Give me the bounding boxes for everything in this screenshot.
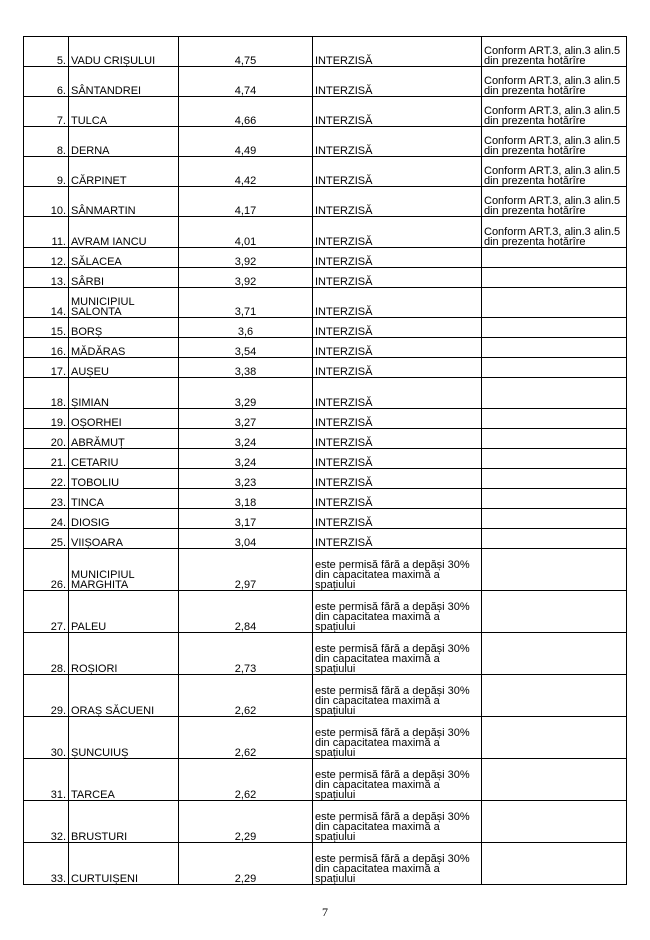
legal-note: Conform ART.3, alin.3 alin.5 din prezenta hotărîre [482, 127, 627, 157]
table-row [24, 217, 627, 248]
incidence-rate: 2,62 [179, 717, 313, 759]
activity-status: INTERZISĂ [313, 67, 482, 97]
activity-status: INTERZISĂ [313, 529, 482, 549]
locality-name: TARCEA [69, 759, 179, 801]
activity-status: INTERZISĂ [313, 469, 482, 489]
activity-status: INTERZISĂ [313, 358, 482, 378]
row-number: 31. [24, 759, 69, 801]
locality-name: DIOSIG [69, 509, 179, 529]
localities-table [23, 36, 627, 885]
legal-note [482, 529, 627, 549]
row-number: 13. [24, 268, 69, 288]
activity-status: INTERZISĂ [313, 37, 482, 67]
row-number: 17. [24, 358, 69, 378]
legal-note [482, 843, 627, 885]
activity-status: INTERZISĂ [313, 217, 482, 248]
legal-note [482, 549, 627, 591]
incidence-rate: 3,17 [179, 509, 313, 529]
row-number: 22. [24, 469, 69, 489]
table-row [24, 591, 627, 633]
incidence-rate: 4,49 [179, 127, 313, 157]
activity-status: este permisă fără a depăși 30% din capacitatea maximă a spațiului [313, 549, 482, 591]
locality-name: AVRAM IANCU [69, 217, 179, 248]
table-row [24, 97, 627, 127]
activity-status: INTERZISĂ [313, 157, 482, 187]
row-number: 16. [24, 338, 69, 358]
activity-status: INTERZISĂ [313, 187, 482, 217]
row-number: 27. [24, 591, 69, 633]
legal-note [482, 429, 627, 449]
activity-status: este permisă fără a depăși 30% din capacitatea maximă a spațiului [313, 801, 482, 843]
row-number: 20. [24, 429, 69, 449]
activity-status: INTERZISĂ [313, 288, 482, 318]
row-number: 11. [24, 217, 69, 248]
table-row [24, 248, 627, 268]
incidence-rate: 3,24 [179, 429, 313, 449]
locality-name: BRUSTURI [69, 801, 179, 843]
incidence-rate: 3,18 [179, 489, 313, 509]
activity-status: INTERZISĂ [313, 318, 482, 338]
incidence-rate: 3,23 [179, 469, 313, 489]
legal-note [482, 288, 627, 318]
activity-status: INTERZISĂ [313, 409, 482, 429]
locality-name: CURTUIȘENI [69, 843, 179, 885]
locality-name: CETARIU [69, 449, 179, 469]
legal-note [482, 801, 627, 843]
activity-status: INTERZISĂ [313, 248, 482, 268]
row-number: 26. [24, 549, 69, 591]
incidence-rate: 3,04 [179, 529, 313, 549]
table-row [24, 358, 627, 378]
locality-name: PALEU [69, 591, 179, 633]
legal-note: Conform ART.3, alin.3 alin.5 din prezenta hotărîre [482, 67, 627, 97]
locality-name: MUNICIPIUL MARGHITA [69, 549, 179, 591]
page-number: 7 [322, 905, 328, 919]
locality-name: DERNA [69, 127, 179, 157]
locality-name: TOBOLIU [69, 469, 179, 489]
incidence-rate: 2,62 [179, 759, 313, 801]
legal-note [482, 759, 627, 801]
row-number: 19. [24, 409, 69, 429]
legal-note [482, 449, 627, 469]
incidence-rate: 4,74 [179, 67, 313, 97]
incidence-rate: 2,73 [179, 633, 313, 675]
incidence-rate: 4,42 [179, 157, 313, 187]
row-number: 21. [24, 449, 69, 469]
table-row [24, 67, 627, 97]
table-row [24, 843, 627, 885]
activity-status: INTERZISĂ [313, 268, 482, 288]
table-row [24, 288, 627, 318]
table-row [24, 429, 627, 449]
row-number: 23. [24, 489, 69, 509]
incidence-rate: 3,92 [179, 248, 313, 268]
row-number: 7. [24, 97, 69, 127]
legal-note [482, 378, 627, 409]
legal-note [482, 409, 627, 429]
locality-name: SÂRBI [69, 268, 179, 288]
incidence-rate: 2,29 [179, 801, 313, 843]
legal-note [482, 338, 627, 358]
legal-note [482, 358, 627, 378]
locality-name: VADU CRIȘULUI [69, 37, 179, 67]
row-number: 33. [24, 843, 69, 885]
activity-status: este permisă fără a depăși 30% din capacitatea maximă a spațiului [313, 717, 482, 759]
activity-status: INTERZISĂ [313, 489, 482, 509]
legal-note [482, 509, 627, 529]
incidence-rate: 3,38 [179, 358, 313, 378]
table-row [24, 318, 627, 338]
table-row [24, 469, 627, 489]
legal-note: Conform ART.3, alin.3 alin.5 din prezenta hotărîre [482, 157, 627, 187]
legal-note: Conform ART.3, alin.3 alin.5 din prezenta hotărîre [482, 187, 627, 217]
legal-note [482, 489, 627, 509]
table-row [24, 378, 627, 409]
legal-note [482, 469, 627, 489]
locality-name: ORAȘ SĂCUENI [69, 675, 179, 717]
legal-note: Conform ART.3, alin.3 alin.5 din prezenta hotărîre [482, 217, 627, 248]
incidence-rate: 2,62 [179, 675, 313, 717]
locality-name: TINCA [69, 489, 179, 509]
locality-name: ȘUNCUIUȘ [69, 717, 179, 759]
incidence-rate: 3,54 [179, 338, 313, 358]
row-number: 32. [24, 801, 69, 843]
legal-note: Conform ART.3, alin.3 alin.5 din prezenta hotărîre [482, 37, 627, 67]
table-row [24, 801, 627, 843]
legal-note [482, 591, 627, 633]
activity-status: INTERZISĂ [313, 449, 482, 469]
locality-name: VIIȘOARA [69, 529, 179, 549]
row-number: 15. [24, 318, 69, 338]
row-number: 25. [24, 529, 69, 549]
activity-status: INTERZISĂ [313, 97, 482, 127]
incidence-rate: 2,29 [179, 843, 313, 885]
activity-status: este permisă fără a depăși 30% din capacitatea maximă a spațiului [313, 633, 482, 675]
table-row [24, 633, 627, 675]
locality-name: ROȘIORI [69, 633, 179, 675]
row-number: 24. [24, 509, 69, 529]
locality-name: BORȘ [69, 318, 179, 338]
table-row [24, 759, 627, 801]
activity-status: INTERZISĂ [313, 338, 482, 358]
table-row [24, 268, 627, 288]
row-number: 9. [24, 157, 69, 187]
table-row [24, 187, 627, 217]
table-row [24, 717, 627, 759]
incidence-rate: 2,97 [179, 549, 313, 591]
table-row [24, 509, 627, 529]
row-number: 12. [24, 248, 69, 268]
table-row [24, 675, 627, 717]
incidence-rate: 3,27 [179, 409, 313, 429]
locality-name: SÂNMARTIN [69, 187, 179, 217]
row-number: 30. [24, 717, 69, 759]
locality-name: CĂRPINET [69, 157, 179, 187]
table-body [24, 37, 627, 885]
locality-name: MUNICIPIUL SALONTA [69, 288, 179, 318]
locality-name: AUȘEU [69, 358, 179, 378]
table-row [24, 157, 627, 187]
locality-name: SĂLACEA [69, 248, 179, 268]
activity-status: este permisă fără a depăși 30% din capacitatea maximă a spațiului [313, 759, 482, 801]
row-number: 28. [24, 633, 69, 675]
table-row [24, 127, 627, 157]
row-number: 6. [24, 67, 69, 97]
legal-note [482, 717, 627, 759]
locality-name: OȘORHEI [69, 409, 179, 429]
incidence-rate: 3,71 [179, 288, 313, 318]
row-number: 5. [24, 37, 69, 67]
locality-name: ABRĂMUȚ [69, 429, 179, 449]
incidence-rate: 4,01 [179, 217, 313, 248]
row-number: 10. [24, 187, 69, 217]
incidence-rate: 2,84 [179, 591, 313, 633]
table-row [24, 489, 627, 509]
locality-name: SÂNTANDREI [69, 67, 179, 97]
incidence-rate: 3,29 [179, 378, 313, 409]
legal-note [482, 633, 627, 675]
legal-note [482, 675, 627, 717]
legal-note [482, 268, 627, 288]
incidence-rate: 3,24 [179, 449, 313, 469]
row-number: 29. [24, 675, 69, 717]
incidence-rate: 4,75 [179, 37, 313, 67]
legal-note: Conform ART.3, alin.3 alin.5 din prezenta hotărîre [482, 97, 627, 127]
activity-status: este permisă fără a depăși 30% din capacitatea maximă a spațiului [313, 591, 482, 633]
table-row [24, 37, 627, 67]
table-row [24, 409, 627, 429]
table-row [24, 338, 627, 358]
legal-note [482, 318, 627, 338]
legal-note [482, 248, 627, 268]
incidence-rate: 3,6 [179, 318, 313, 338]
table-row [24, 549, 627, 591]
incidence-rate: 4,66 [179, 97, 313, 127]
incidence-rate: 3,92 [179, 268, 313, 288]
incidence-rate: 4,17 [179, 187, 313, 217]
locality-name: MĂDĂRAS [69, 338, 179, 358]
table-row [24, 529, 627, 549]
activity-status: INTERZISĂ [313, 429, 482, 449]
activity-status: este permisă fără a depăși 30% din capacitatea maximă a spațiului [313, 843, 482, 885]
table-row [24, 449, 627, 469]
activity-status: INTERZISĂ [313, 127, 482, 157]
activity-status: INTERZISĂ [313, 509, 482, 529]
row-number: 14. [24, 288, 69, 318]
row-number: 8. [24, 127, 69, 157]
locality-name: ȘIMIAN [69, 378, 179, 409]
activity-status: INTERZISĂ [313, 378, 482, 409]
activity-status: este permisă fără a depăși 30% din capacitatea maximă a spațiului [313, 675, 482, 717]
row-number: 18. [24, 378, 69, 409]
locality-name: TULCA [69, 97, 179, 127]
